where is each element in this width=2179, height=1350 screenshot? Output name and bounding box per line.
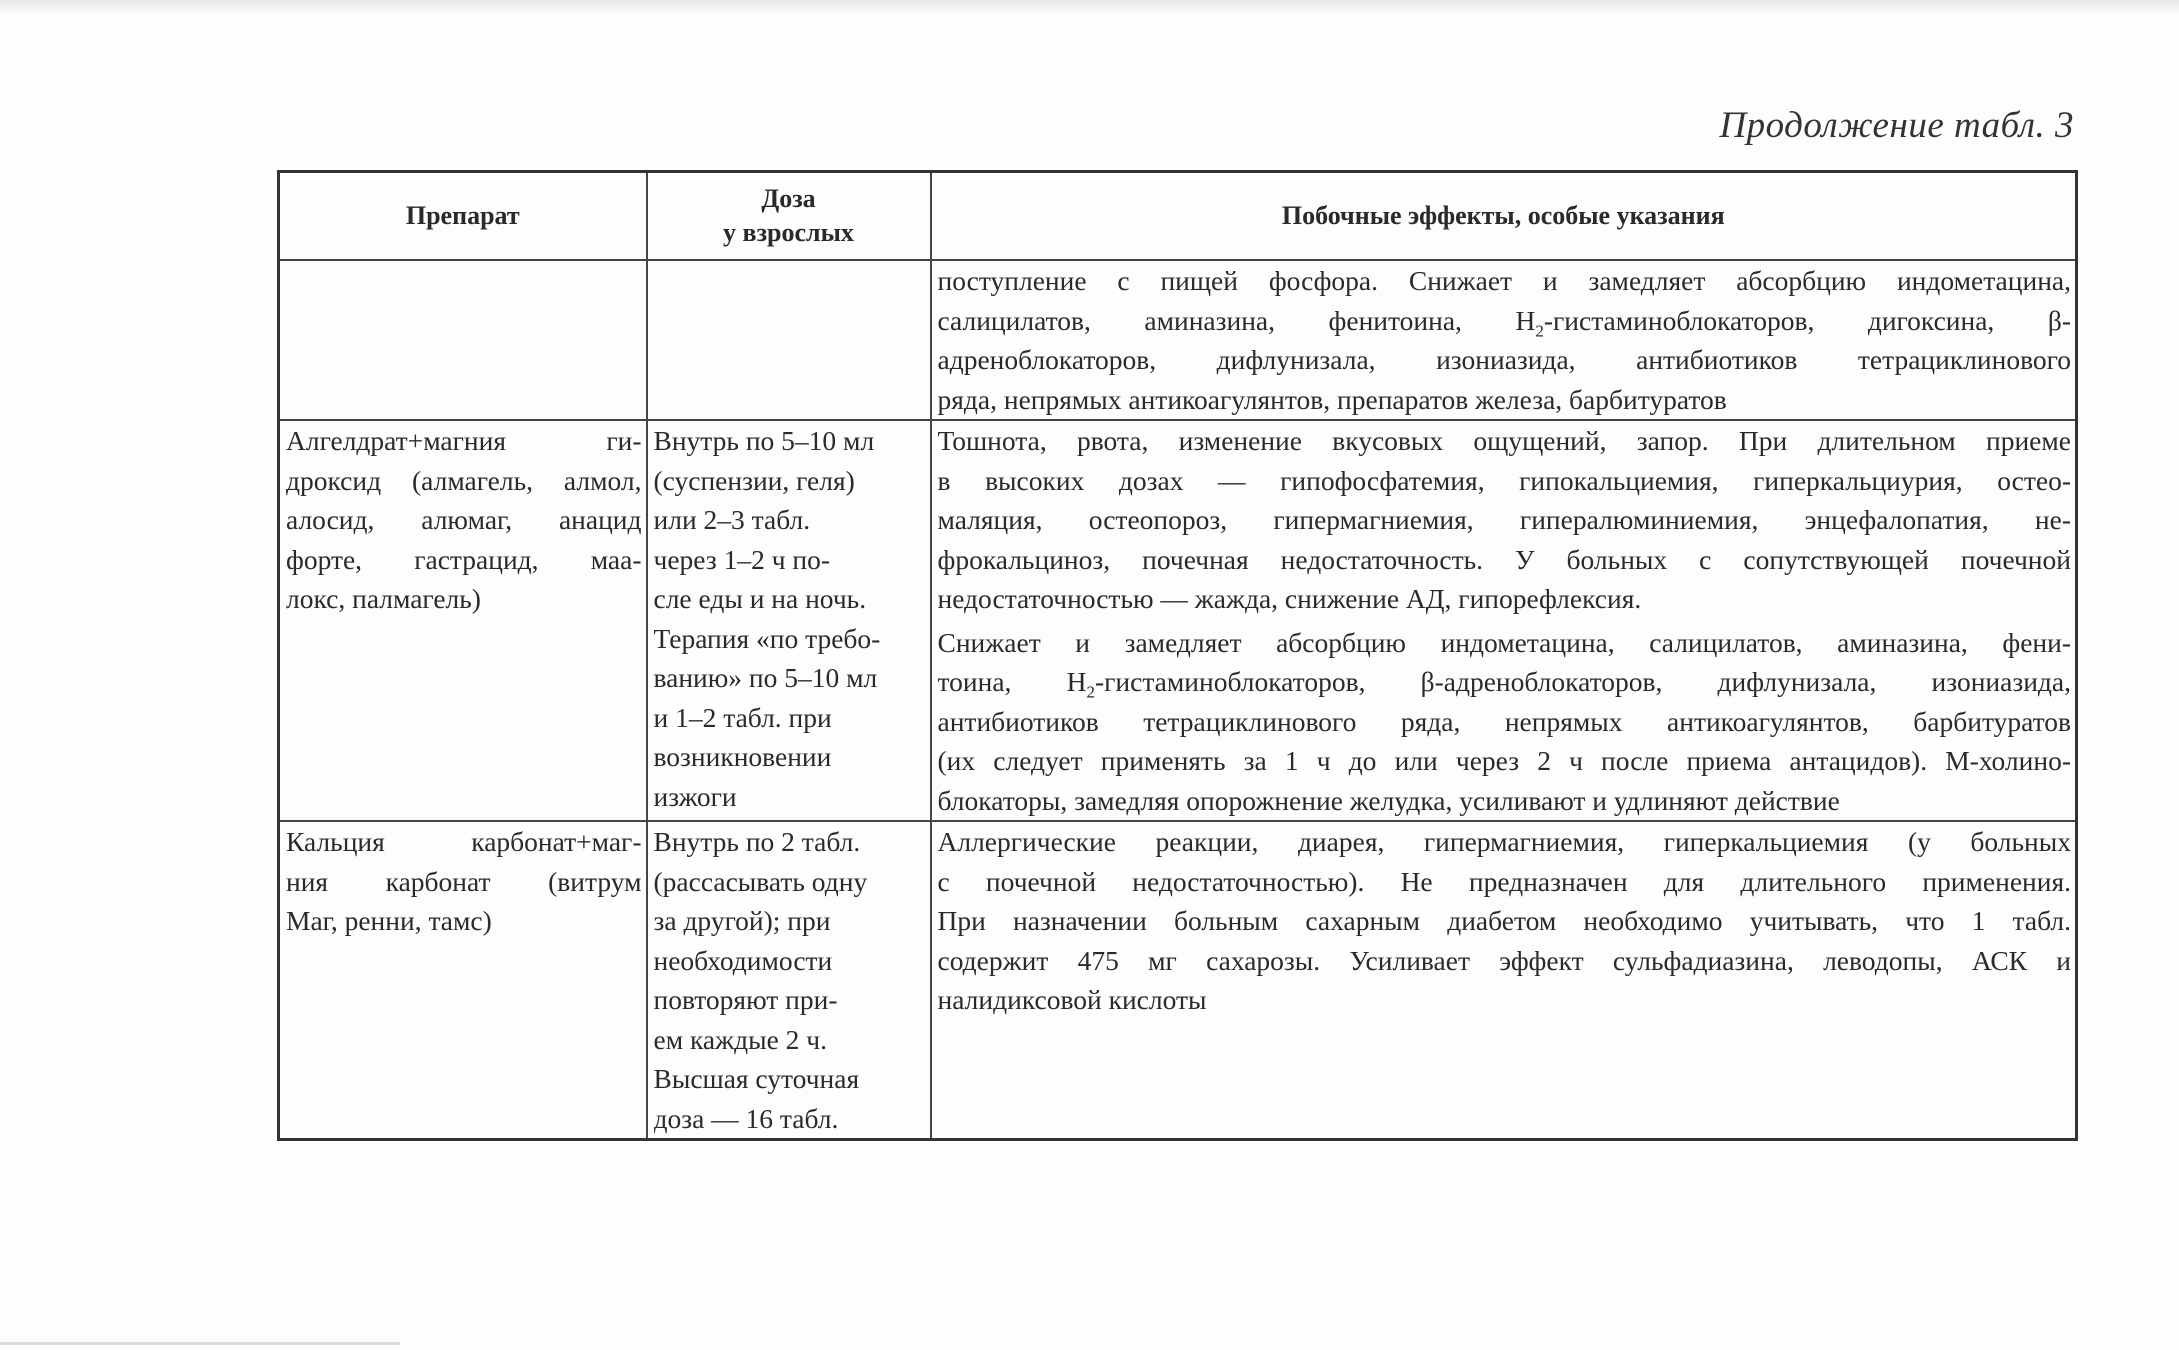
text-line: (их следует применять за 1 ч до или через 2 ч после приема антацидов). М-холино- (937, 745, 2071, 776)
text-line: ванию» по 5–10 мл (653, 662, 878, 693)
text-line: доза — 16 табл. (653, 1102, 839, 1134)
text-line: алосид, алюмаг, анацид (286, 504, 642, 535)
table-body (279, 260, 2077, 1140)
text-line: антибиотиков тетрациклинового ряда, непрямых антикоагулянтов, барбитуратов (937, 705, 2071, 737)
scan-edge-line (0, 1342, 400, 1345)
scan-shadow (0, 0, 2179, 14)
text-line: Кальция карбонат+маг- (286, 826, 642, 857)
text-line: через 1–2 ч по- (653, 543, 831, 575)
header-dose-line: у взрослых (723, 218, 854, 247)
text-line: локс, палмагель) (286, 583, 481, 614)
drug-cell (279, 420, 647, 821)
text-line: адреноблокаторов, дифлунизала, изониазида, антибиотиков тетрациклинового (937, 344, 2071, 375)
text-line: Внутрь по 2 табл. (653, 826, 861, 857)
text-line: Тошнота, рвота, изменение вкусовых ощущений, запор. При длительном приеме (937, 425, 2071, 456)
text-line: поступление с пищей фосфора. Снижает и замедляет абсорбцию индометацина, (937, 265, 2071, 296)
header-dose-line: Доза (761, 184, 816, 213)
text-line: недостаточностью — жажда, снижение АД, гипорефлексия. (937, 583, 1642, 614)
header-drug: Препарат (279, 172, 647, 261)
text-line: Маг, ренни, тамс) (286, 905, 492, 936)
text-line: и 1–2 табл. при (653, 701, 832, 733)
drug-cell (279, 260, 647, 420)
text-line: Алгелдрат+магния ги- (286, 425, 642, 456)
text-line: необходимости (653, 944, 833, 976)
text-line: ния карбонат (витрум (286, 865, 642, 897)
text-line: ем каждые 2 ч. (653, 1023, 828, 1055)
drug-table (277, 170, 2078, 1141)
effects-cell (931, 821, 2077, 1140)
header-effects: Побочные эффекты, особые указания (931, 172, 2077, 261)
text-line: сле еды и на ночь. (653, 583, 867, 614)
text-line: блокаторы, замедляя опорожнение желудка, усиливают и удлиняют действие (937, 784, 1840, 816)
text-line: содержит 475 мг сахарозы. Усиливает эффект сульфадиазина, леводопы, АСК и (937, 944, 2071, 976)
text-line: салицилатов, аминазина, фенитоина, $H_2$-гистаминоблокаторов, дигоксина, β- (937, 304, 2071, 340)
text-line: изжоги (653, 780, 737, 812)
text-line: маляция, остеопороз, гипермагниемия, гипералюминиемия, энцефалопатия, не- (937, 504, 2071, 535)
text-line: возникновении (653, 741, 832, 772)
text-line: При назначении больным сахарным диабетом необходимо учитывать, что 1 табл. (937, 905, 2071, 936)
effects-cell (931, 260, 2077, 420)
text-line: форте, гастрацид, маа- (286, 543, 642, 575)
text-line: Внутрь по 5–10 мл (653, 425, 875, 456)
text-line: или 2–3 табл. (653, 504, 811, 535)
text-line: в высоких дозах — гипофосфатемия, гипокальциемия, гиперкальциурия, остео- (937, 464, 2071, 496)
text-line: Снижает и замедляет абсорбцию индометацина, салицилатов, аминазина, фени- (937, 626, 2071, 658)
text-line: дроксид (алмагель, алмол, (286, 464, 642, 496)
text-line: ряда, непрямых антикоагулянтов, препаратов железа, барбитуратов (937, 383, 1727, 415)
text-line: с почечной недостаточностью). Не предназначен для длительного применения. (937, 865, 2071, 897)
text-line: фрокальциноз, почечная недостаточность. У больных с сопутствующей почечной (937, 543, 2071, 575)
text-line: (суспензии, геля) (653, 464, 855, 496)
text-line: тоина, $H_2$-гистаминоблокаторов, β-адреноблокаторов, дифлунизала, изониазида, (937, 666, 2071, 702)
text-line: (рассасывать одну (653, 865, 868, 897)
table-row (279, 260, 2077, 420)
table-caption: Продолжение табл. 3 (1719, 105, 2074, 146)
text-line: Аллергические реакции, диарея, гипермагниемия, гиперкальциемия (у больных (937, 826, 2071, 857)
text-line: Терапия «по требо- (653, 622, 881, 654)
dose-cell (647, 260, 931, 420)
text-line: Высшая суточная (653, 1063, 860, 1094)
text-line: повторяют при- (653, 984, 838, 1015)
text-line: налидиксовой кислоты (937, 984, 1207, 1015)
drug-cell (279, 821, 647, 1140)
dose-cell (647, 821, 931, 1140)
table-header-row (279, 172, 2077, 261)
text-line: за другой); при (653, 905, 831, 936)
dose-cell (647, 420, 931, 821)
effects-cell (931, 420, 2077, 821)
header-dose (647, 172, 931, 261)
table-row (279, 821, 2077, 1140)
table-row (279, 420, 2077, 821)
